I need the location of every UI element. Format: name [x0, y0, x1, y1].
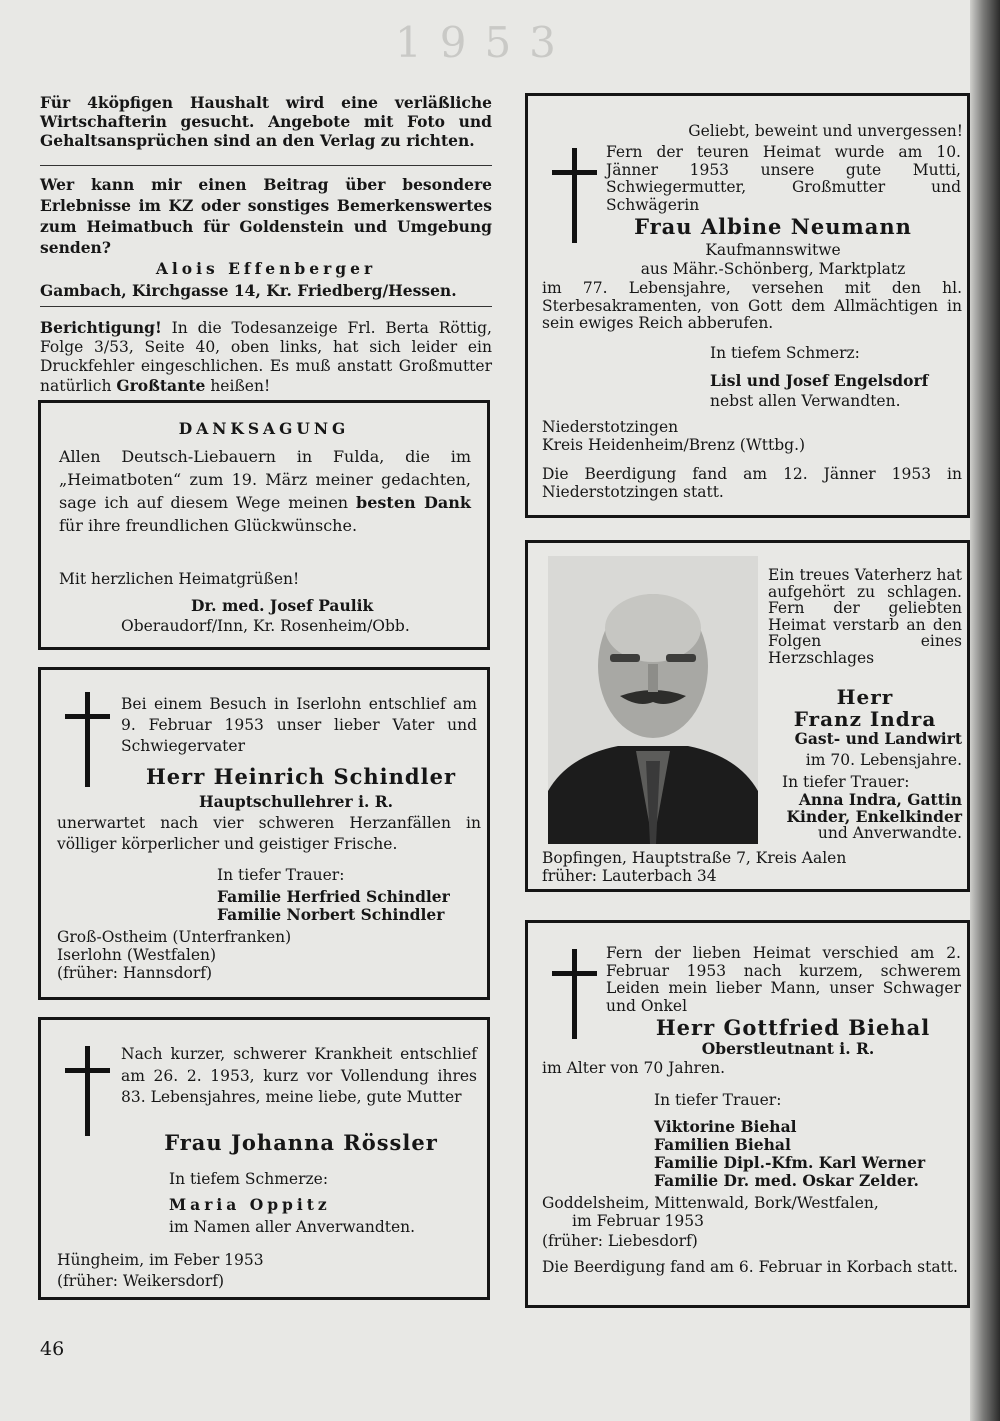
divider [40, 165, 492, 166]
indra-family: Anna Indra, Gattin Kinder, Enkelkinder [786, 790, 962, 826]
schindler-place2: Iserlohn (Westfalen) [57, 946, 217, 964]
correction-text: In die Todesanzeige Frl. Berta Röttig, Folge 3/53, Seite 40, oben links, hat sich leider ein Druckfehler eingeschlichen. Es muß anstatt Großmutter natürlich [40, 319, 492, 395]
biehal-name: Herr Gottfried Biehal [655, 1015, 931, 1040]
ad-kz-text: Wer kann mir einen Beitrag über besondere Erlebnisse im KZ oder sonstiges Bemerkenswertes zum Heimatbuch für Goldenstein und Umgebung senden? [40, 175, 492, 257]
biehal-age: im Alter von 70 Jahren. [542, 1059, 726, 1077]
indra-mourn: In tiefer Trauer: [782, 773, 910, 791]
schindler-family1: Familie Herfried Schindler [217, 887, 450, 906]
neumann-name: Frau Albine Neumann [634, 214, 912, 239]
roessler-relatives: im Namen aller Anverwandten. [169, 1218, 416, 1236]
danksagung-signer: Dr. med. Josef Paulik [191, 596, 374, 615]
neumann-place2: Kreis Heidenheim/Brenz (Wttbg.) [542, 436, 806, 454]
schindler-mourn: In tiefer Trauer: [217, 866, 345, 884]
danksagung-greeting: Mit herzlichen Heimatgrüßen! [59, 570, 300, 588]
biehal-place1: Goddelsheim, Mittenwald, Bork/Westfalen, [542, 1194, 879, 1212]
correction-emph: Großtante [116, 376, 206, 395]
cross-icon [552, 949, 597, 1039]
danksagung-text-a: Allen Deutsch-Liebauern in Fulda, die im „Heimatboten“ zum 19. März meiner gedachten, sage ich auf diesem Wege meinen [59, 447, 471, 512]
biehal-f3: Familie Dipl.-Kfm. Karl Werner [654, 1153, 926, 1172]
danksagung-text [59, 445, 471, 537]
biehal-funeral: Die Beerdigung fand am 6. Februar in Korbach statt. [542, 1258, 958, 1276]
schindler-title: Hauptschullehrer i. R. [198, 792, 394, 811]
schindler-family2: Familie Norbert Schindler [217, 905, 445, 924]
biehal-f4: Familie Dr. med. Oskar Zelder. [654, 1171, 919, 1190]
correction-end: heißen! [210, 377, 271, 395]
danksagung-title: DANKSAGUNG [178, 419, 350, 438]
correction [40, 318, 492, 396]
danksagung-text-b: für ihre freundlichen Glückwünsche. [59, 516, 358, 535]
indra-title: Gast- und Landwirt [794, 729, 962, 748]
neumann-text: im 77. Lebensjahre, versehen mit den hl. Sterbesakramenten, von Gott dem Allmächtigen in sein ewiges Reich abberufen. [542, 279, 962, 332]
correction-label: Berichtigung! [40, 318, 162, 337]
danksagung-box [38, 400, 490, 650]
year-stamp: 1953 [395, 18, 574, 67]
indra-place1: Bopfingen, Hauptstraße 7, Kreis Aalen [542, 849, 847, 867]
portrait-photo [548, 556, 758, 844]
ad-household: Für 4köpfigen Haushalt wird eine verläßliche Wirtschafterin gesucht. Angebote mit Foto und Gehaltsansprüchen sind an den Verlag zu richten. [40, 93, 492, 150]
obituary-indra [525, 540, 970, 892]
indra-relatives: und Anverwandte. [817, 824, 962, 842]
obituary-biehal [525, 920, 970, 1308]
roessler-mourn: In tiefem Schmerze: [169, 1170, 329, 1188]
neumann-mourn: In tiefem Schmerz: [710, 344, 860, 362]
roessler-place2: (früher: Weikersdorf) [57, 1272, 225, 1290]
roessler-signer: Maria Oppitz [169, 1195, 331, 1214]
schindler-intro: Bei einem Besuch in Iserlohn entschlief am 9. Februar 1953 unser lieber Vater und Schwiegervater [121, 695, 477, 755]
obituary-neumann [525, 93, 970, 518]
ad-kz-address: Gambach, Kirchgasse 14, Kr. Friedberg/Hessen. [40, 281, 457, 300]
indra-intro: Ein treues Vaterherz hat aufgehört zu schlagen. Fern der geliebten Heimat verstarb an den Folgen eines Herzschlages [768, 566, 962, 667]
cross-icon [65, 1046, 110, 1136]
obituary-schindler [38, 667, 490, 1000]
biehal-place2: im Februar 1953 [572, 1212, 704, 1230]
indra-herr: Herr [836, 685, 894, 709]
neumann-intro: Fern der teuren Heimat wurde am 10. Jänner 1953 unsere gute Mutti, Schwiegermutter, Großmutter und Schwägerin [606, 143, 961, 214]
biehal-mourn: In tiefer Trauer: [654, 1091, 782, 1109]
neumann-funeral: Die Beerdigung fand am 12. Jänner 1953 in Niederstotzingen statt. [542, 465, 962, 501]
biehal-f2: Familien Biehal [654, 1135, 791, 1154]
biehal-place3: (früher: Liebesdorf) [542, 1232, 698, 1250]
neumann-title: Kaufmannswitwe [705, 241, 841, 259]
neumann-signer: Lisl und Josef Engelsdorf [710, 371, 929, 390]
roessler-place1: Hüngheim, im Feber 1953 [57, 1251, 264, 1269]
obituary-roessler [38, 1017, 490, 1300]
portrait-figure [548, 556, 758, 844]
danksagung-place: Oberaudorf/Inn, Kr. Rosenheim/Obb. [121, 617, 410, 635]
indra-place2: früher: Lauterbach 34 [542, 867, 717, 885]
indra-name: Franz Indra [793, 707, 937, 731]
schindler-name: Herr Heinrich Schindler [145, 764, 457, 789]
biehal-f1: Viktorine Biehal [654, 1117, 797, 1136]
schindler-place3: (früher: Hannsdorf) [57, 964, 213, 982]
neumann-relatives: nebst allen Verwandten. [710, 392, 901, 410]
schindler-text: unerwartet nach vier schweren Herzanfällen in völliger körperlicher und geistiger Frische. [57, 814, 481, 853]
biehal-intro: Fern der lieben Heimat verschied am 2. Februar 1953 nach kurzem, schwerem Leiden mein lieber Mann, unser Schwager und Onkel [606, 944, 961, 1015]
neumann-place1: Niederstotzingen [542, 418, 679, 436]
neumann-line1: Geliebt, beweint und unvergessen! [688, 122, 963, 140]
indra-age: im 70. Lebensjahre. [805, 751, 962, 769]
divider [40, 306, 492, 307]
neumann-origin: aus Mähr.-Schönberg, Marktplatz [640, 260, 906, 278]
schindler-place1: Groß-Ostheim (Unterfranken) [57, 928, 292, 946]
roessler-name: Frau Johanna Rössler [164, 1130, 438, 1155]
biehal-title: Oberstleutnant i. R. [701, 1039, 875, 1058]
page-number: 46 [40, 1338, 65, 1360]
page-edge-shadow [970, 0, 1000, 1421]
roessler-intro: Nach kurzer, schwerer Krankheit entschlief am 26. 2. 1953, kurz vor Vollendung ihres 83. Lebensjahres, meine liebe, gute Mutter [121, 1045, 477, 1106]
ad-kz-name: Alois Effenberger [155, 259, 377, 278]
danksagung-bold: besten Dank [356, 493, 472, 512]
